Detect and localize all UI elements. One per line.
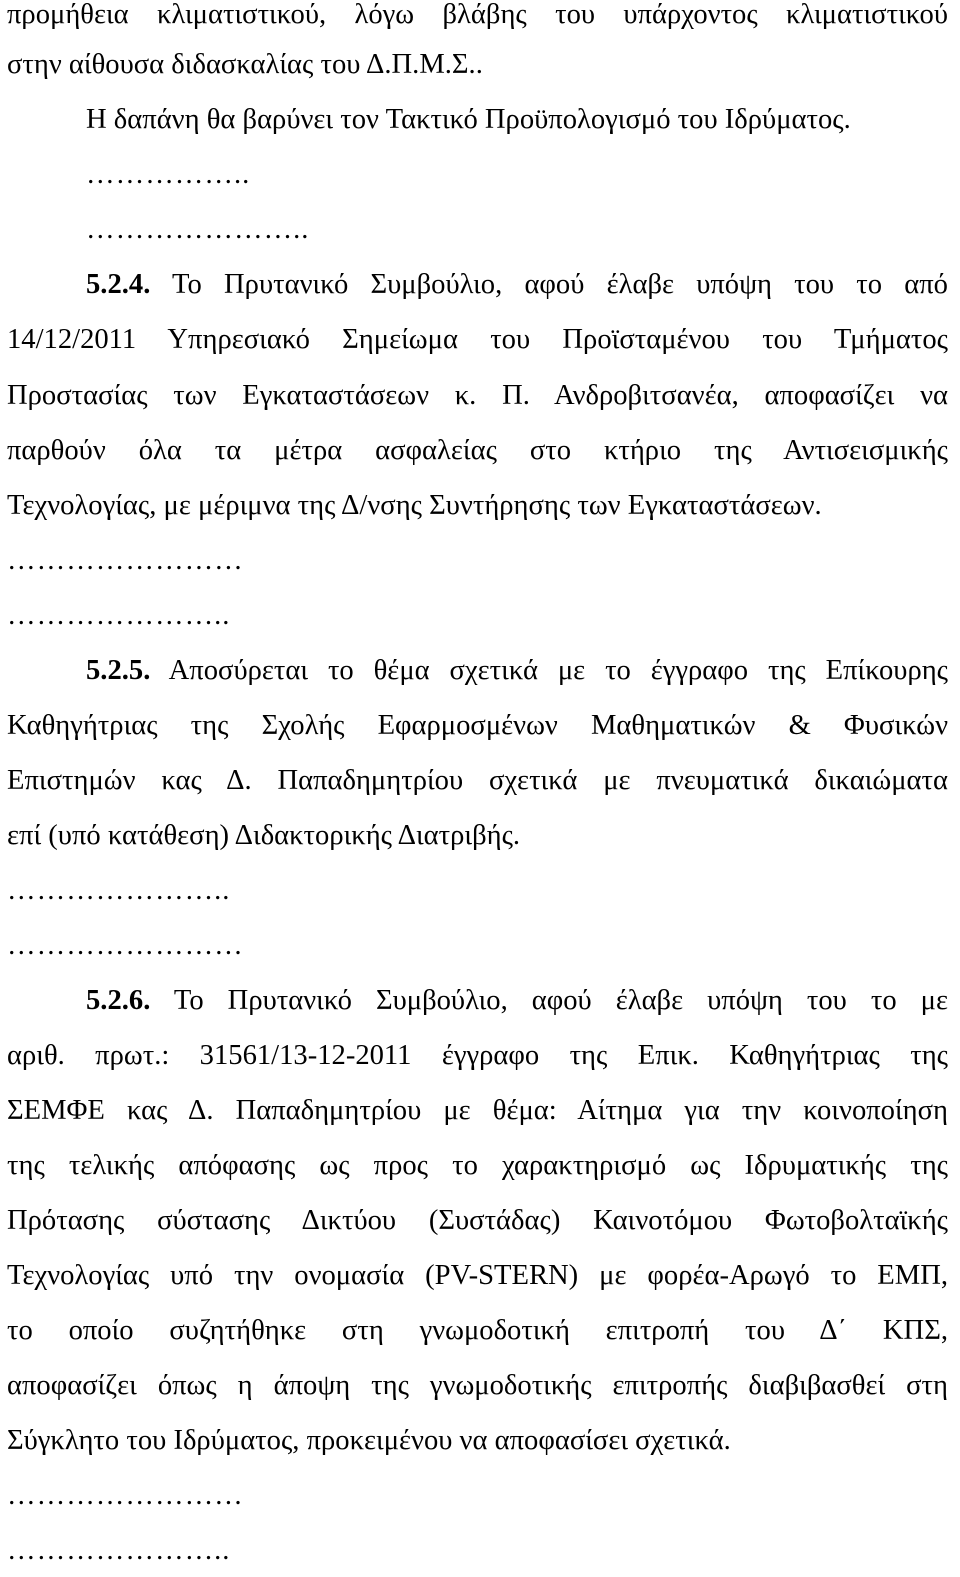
dot-separator: …………………..: [7, 875, 231, 906]
item-number: 5.2.4.: [86, 269, 151, 300]
dot-separator: ……………………: [7, 1480, 244, 1511]
item-5-2-4-first-line: [7, 265, 948, 305]
item-number: 5.2.6.: [86, 985, 151, 1016]
dot-separator: …………………..: [86, 214, 310, 245]
text-line: το οποίο συζητήθηκε στη γνωμοδοτική επιτροπή του Δ΄ ΚΠΣ,: [7, 1315, 948, 1346]
text-line: Τεχνολογίας, με μέριμνα της Δ/νσης Συντήρησης των Εγκαταστάσεων.: [7, 490, 822, 521]
text-line: αριθ. πρωτ.: 31561/13-12-2011 έγγραφο της Επικ. Καθηγήτριας της: [7, 1040, 948, 1071]
text-line: Προστασίας των Εγκαταστάσεων κ. Π. Ανδροβιτσανέα, αποφασίζει να: [7, 380, 948, 411]
dot-separator: …………………..: [7, 1535, 231, 1566]
item-text: Αποσύρεται το θέμα σχετικά με το έγγραφο της Επίκουρης: [168, 655, 948, 686]
text-line: 14/12/2011 Υπηρεσιακό Σημείωμα του Προϊσταμένου του Τμήματος: [7, 324, 948, 355]
dot-separator: ……………………: [7, 930, 244, 961]
item-5-2-5-first-line: [7, 651, 948, 691]
text-line: προμήθεια κλιματιστικού, λόγω βλάβης του υπάρχοντος κλιματιστικού: [7, 0, 948, 30]
text-line: στην αίθουσα διδασκαλίας του Δ.Π.Μ.Σ..: [7, 49, 483, 80]
text-line: Η δαπάνη θα βαρύνει τον Τακτικό Προϋπολογισμό του Ιδρύματος.: [86, 104, 851, 135]
text-line: ΣΕΜΦΕ κας Δ. Παπαδημητρίου με θέμα: Αίτημα για την κοινοποίηση: [7, 1095, 948, 1126]
item-text: Το Πρυτανικό Συμβούλιο, αφού έλαβε υπόψη του το από: [172, 269, 948, 300]
text-line: επί (υπό κατάθεση) Διδακτορικής Διατριβής.: [7, 820, 521, 851]
text-line: Καθηγήτριας της Σχολής Εφαρμοσμένων Μαθηματικών & Φυσικών: [7, 710, 948, 741]
text-line: παρθούν όλα τα μέτρα ασφαλείας στο κτήριο της Αντισεισμικής: [7, 435, 948, 466]
text-line: Τεχνολογίας υπό την ονομασία (PV-STERN) με φορέα-Αρωγό το ΕΜΠ,: [7, 1260, 948, 1291]
dot-separator: ……………………: [7, 545, 244, 576]
item-number: 5.2.5.: [86, 655, 151, 686]
text-line: της τελικής απόφασης ως προς το χαρακτηρισμό ως Ιδρυματικής της: [7, 1150, 948, 1181]
dot-separator: …………………..: [7, 600, 231, 631]
item-5-2-6-first-line: [7, 981, 948, 1021]
item-text: Το Πρυτανικό Συμβούλιο, αφού έλαβε υπόψη του το με: [173, 985, 949, 1016]
text-line: αποφασίζει όπως η άποψη της γνωμοδοτικής επιτροπής διαβιβασθεί στη: [7, 1370, 948, 1401]
text-line: Σύγκλητο του Ιδρύματος, προκειμένου να αποφασίσει σχετικά.: [7, 1425, 731, 1456]
text-line: Επιστημών κας Δ. Παπαδημητρίου σχετικά με πνευματικά δικαιώματα: [7, 765, 948, 796]
dot-separator: ……………..: [86, 159, 251, 190]
text-line: Πρότασης σύστασης Δικτύου (Συστάδας) Καινοτόμου Φωτοβολταϊκής: [7, 1205, 948, 1236]
